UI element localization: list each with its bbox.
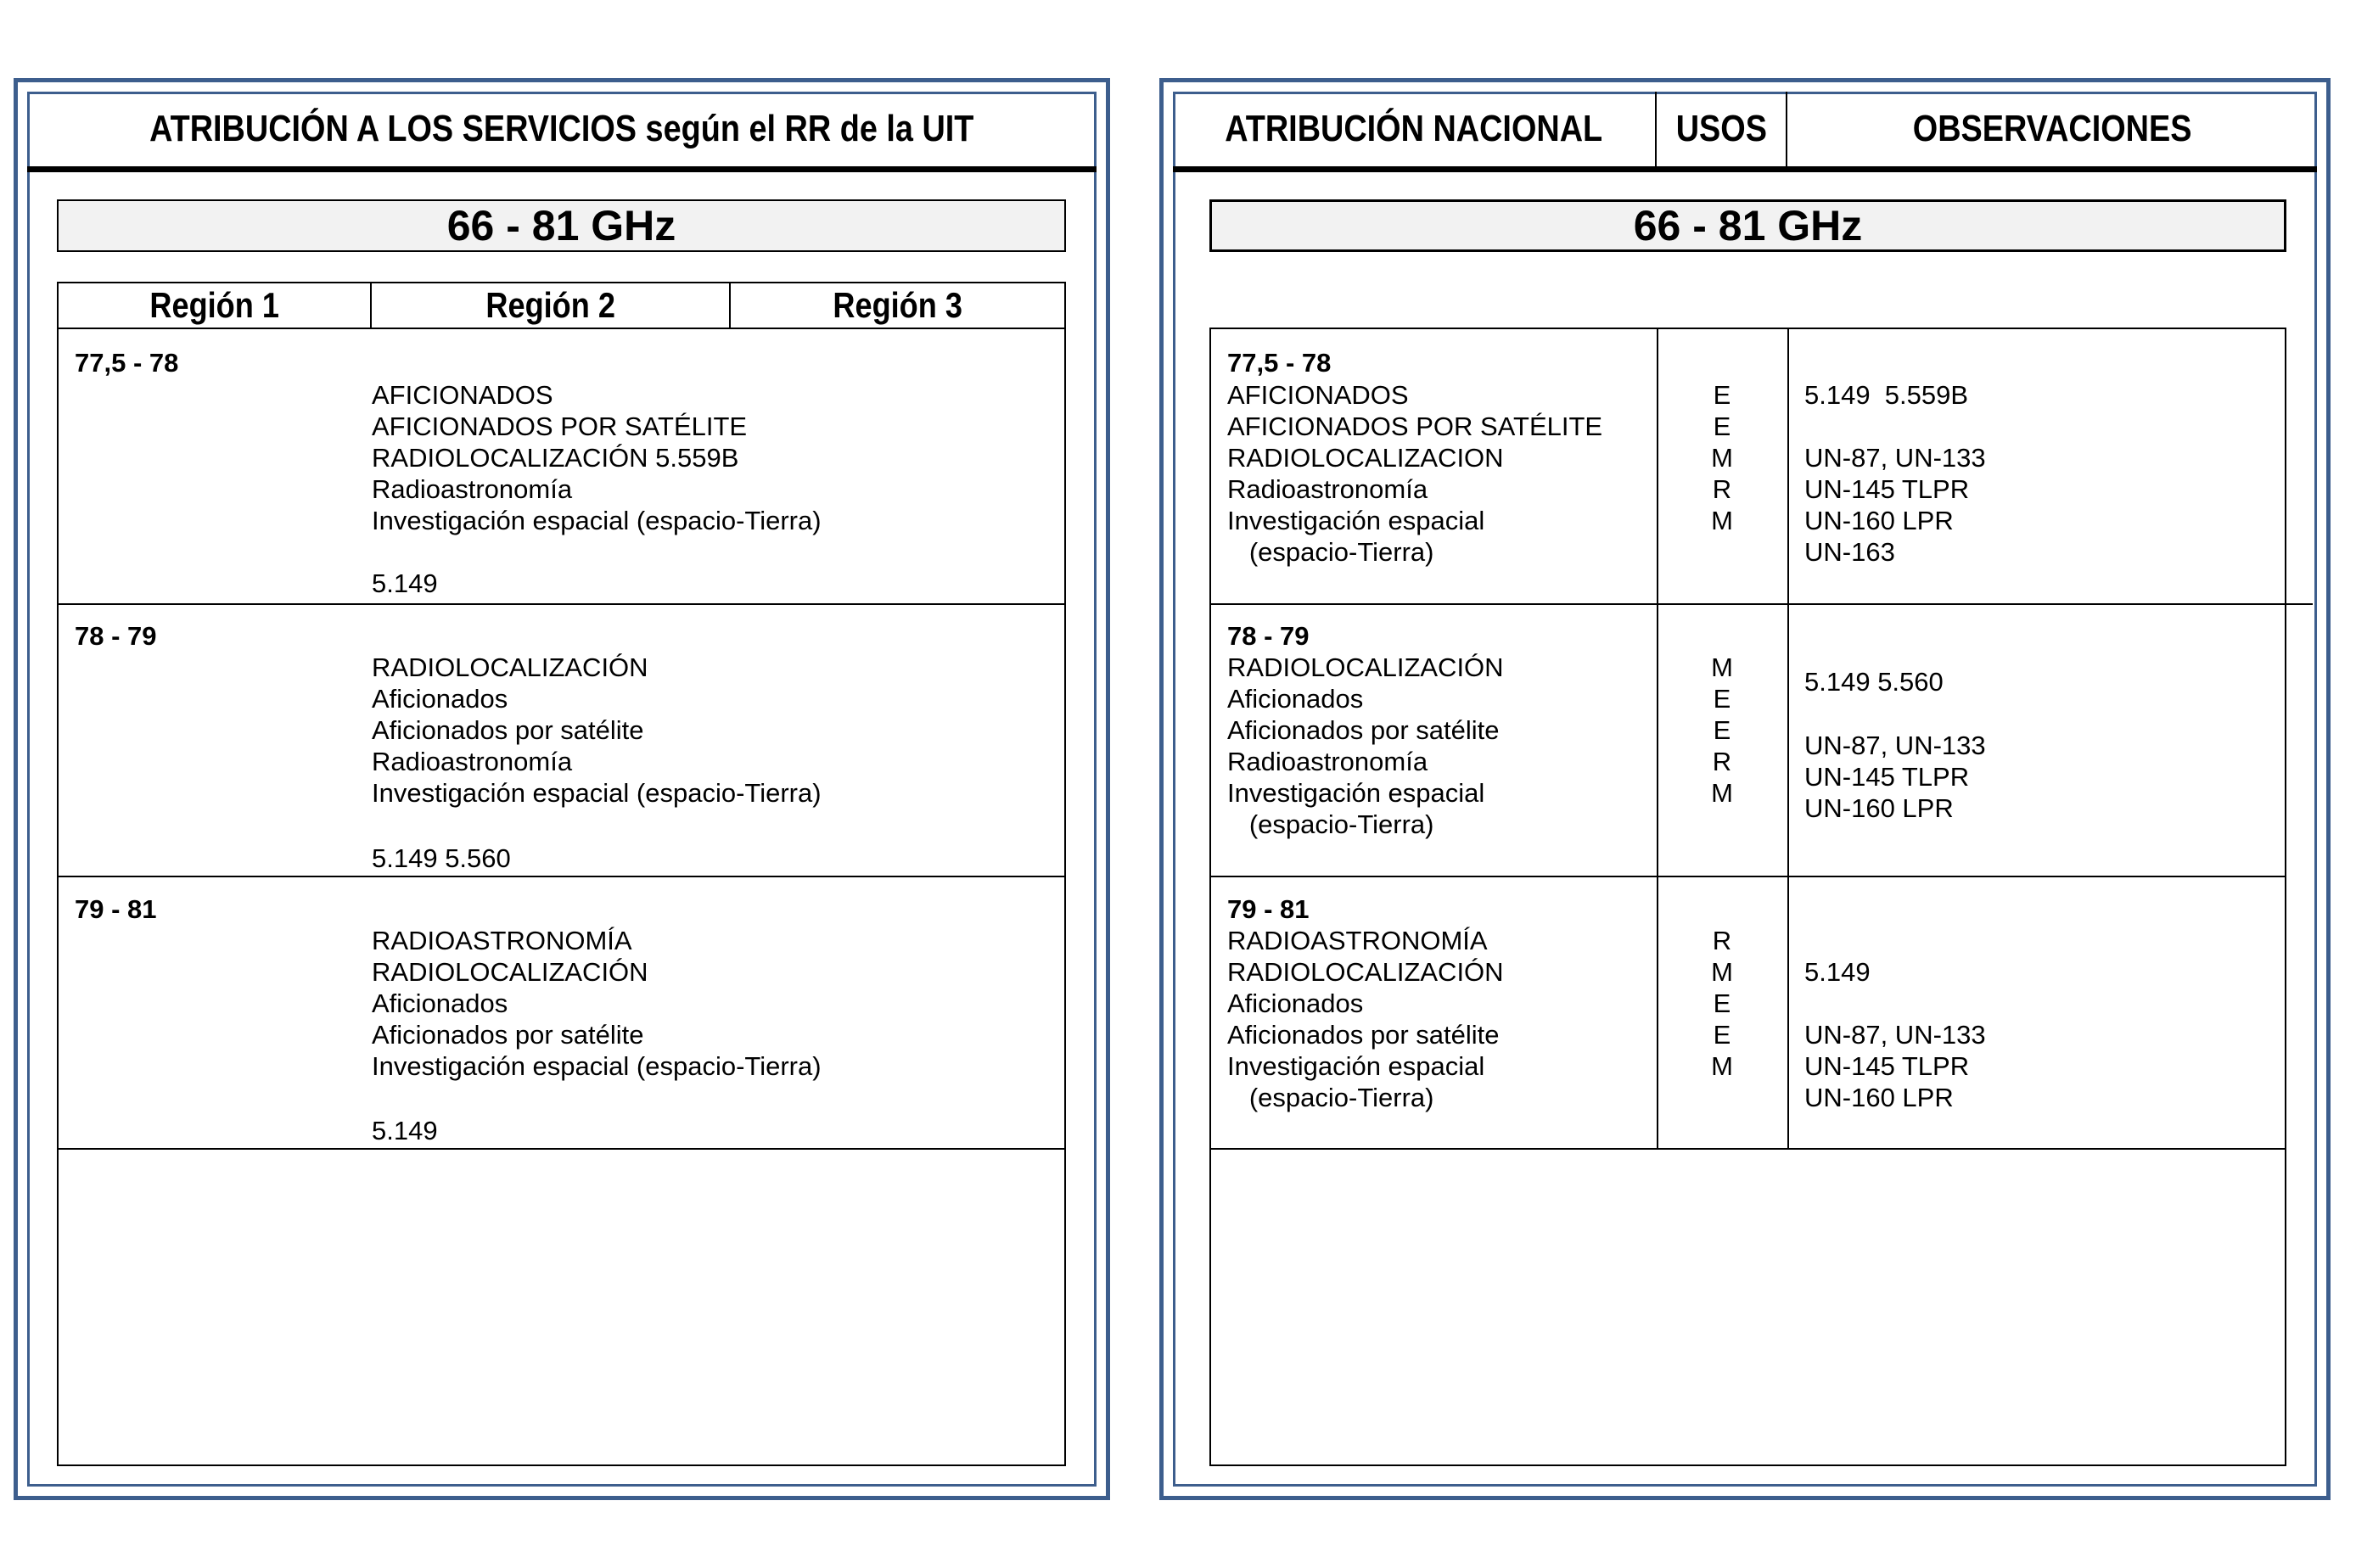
left-row-3-footnote: 5.149 <box>372 1116 438 1145</box>
observations-header <box>1787 92 2317 166</box>
right-row-1-range: 77,5 - 78 <box>1227 348 1332 378</box>
right-row-3-service-2: RADIOLOCALIZACIÓN <box>1227 957 1504 987</box>
right-row-2-range: 78 - 79 <box>1227 621 1310 651</box>
right-row-2-use-1: M <box>1711 652 1733 682</box>
right-row-1-obs-3: UN-160 LPR <box>1804 506 1954 535</box>
right-row-3-obs-footnotes: 5.149 <box>1804 957 1871 987</box>
right-row-2-service-4: Radioastronomía <box>1227 747 1428 776</box>
national-allocation-header <box>1173 92 1657 166</box>
region-1-header <box>59 283 372 328</box>
right-row-3-service-1: RADIOASTRONOMÍA <box>1227 926 1488 955</box>
right-row-1-use-4: R <box>1712 474 1732 504</box>
left-row-3 <box>59 876 1064 1150</box>
region-2-label: Región 2 <box>485 285 615 325</box>
uses-label: USOS <box>1675 108 1767 149</box>
right-row-3-service-4: Aficionados por satélite <box>1227 1020 1500 1050</box>
right-row-2-use-2: E <box>1713 684 1731 714</box>
right-row-2-use-5: M <box>1711 778 1733 808</box>
region-header-row <box>57 282 1066 329</box>
right-row-2-service-1: RADIOLOCALIZACIÓN <box>1227 652 1504 682</box>
left-row-2-service-2: Aficionados <box>372 684 508 714</box>
right-row-2-obs-footnotes: 5.149 5.560 <box>1804 667 1944 697</box>
right-row-1-service-4: Radioastronomía <box>1227 474 1428 504</box>
right-row-2-use-3: E <box>1713 715 1731 745</box>
right-band-label: 66 - 81 GHz <box>1633 202 1863 249</box>
region-1-label: Región 1 <box>149 285 279 325</box>
region-3-header <box>731 283 1064 328</box>
right-row-3-obs-3: UN-160 LPR <box>1804 1083 1954 1112</box>
region-2-header <box>372 283 732 328</box>
left-row-1-service-5: Investigación espacial (espacio-Tierra) <box>372 506 822 535</box>
left-row-3-range: 79 - 81 <box>75 894 157 924</box>
right-row-2-obs-2: UN-145 TLPR <box>1804 762 1970 792</box>
right-row-1-use-1: E <box>1713 380 1731 410</box>
right-row-3-use-5: M <box>1711 1051 1733 1081</box>
left-row-1-service-2: AFICIONADOS POR SATÉLITE <box>372 412 748 441</box>
left-row-3-service-5: Investigación espacial (espacio-Tierra) <box>372 1051 822 1081</box>
observations-label: OBSERVACIONES <box>1912 108 2192 149</box>
right-row-1-service-5: Investigación espacial <box>1227 506 1485 535</box>
right-row-1-obs-1: UN-87, UN-133 <box>1804 443 1986 473</box>
right-row-3-range: 79 - 81 <box>1227 894 1310 924</box>
left-row-2-service-4: Radioastronomía <box>372 747 573 776</box>
right-row-3-use-2: M <box>1711 957 1733 987</box>
left-row-2-range: 78 - 79 <box>75 621 157 651</box>
right-row-1-use-2: E <box>1713 412 1731 441</box>
left-band-label: 66 - 81 GHz <box>446 202 676 249</box>
right-row-1-obs-2: UN-145 TLPR <box>1804 474 1970 504</box>
left-row-2-service-1: RADIOLOCALIZACIÓN <box>372 652 648 682</box>
left-row-1-service-1: AFICIONADOS <box>372 380 553 410</box>
left-row-1-service-4: Radioastronomía <box>372 474 573 504</box>
right-row-2-service-6: (espacio-Tierra) <box>1227 809 1434 839</box>
right-row-3-service-5: Investigación espacial <box>1227 1051 1485 1081</box>
left-header-title: ATRIBUCIÓN A LOS SERVICIOS según el RR de la UIT <box>149 108 974 149</box>
right-row-3-service-6: (espacio-Tierra) <box>1227 1083 1434 1112</box>
right-row-1-service-6: (espacio-Tierra) <box>1227 537 1434 567</box>
right-row-2-service-3: Aficionados por satélite <box>1227 715 1500 745</box>
left-row-3-service-1: RADIOASTRONOMÍA <box>372 926 632 955</box>
left-row-3-service-4: Aficionados por satélite <box>372 1020 644 1050</box>
right-row-3-obs-1: UN-87, UN-133 <box>1804 1020 1986 1050</box>
right-header <box>1173 92 2317 172</box>
right-row-3-service-3: Aficionados <box>1227 988 1364 1018</box>
left-row-1-range: 77,5 - 78 <box>75 348 179 378</box>
right-row-2-obs-3: UN-160 LPR <box>1804 793 1954 823</box>
right-row-2-service-2: Aficionados <box>1227 684 1364 714</box>
right-row-1-service-2: AFICIONADOS POR SATÉLITE <box>1227 412 1603 441</box>
left-row-1-service-3: RADIOLOCALIZACIÓN 5.559B <box>372 443 739 473</box>
right-row-3-use-4: E <box>1713 1020 1731 1050</box>
left-row-3-service-3: Aficionados <box>372 988 508 1018</box>
left-header <box>27 92 1097 172</box>
right-row-1-service-3: RADIOLOCALIZACION <box>1227 443 1504 473</box>
right-row-3-use-3: E <box>1713 988 1731 1018</box>
national-allocation-label: ATRIBUCIÓN NACIONAL <box>1225 108 1603 149</box>
right-row-1-service-1: AFICIONADOS <box>1227 380 1409 410</box>
right-row-1-obs-4: UN-163 <box>1804 537 1895 567</box>
left-row-2-footnote: 5.149 5.560 <box>372 843 511 873</box>
right-row-1-use-5: M <box>1711 506 1733 535</box>
left-row-2-service-3: Aficionados por satélite <box>372 715 644 745</box>
right-band-title <box>1209 199 2286 252</box>
region-3-label: Región 3 <box>833 285 962 325</box>
right-row-2-obs-1: UN-87, UN-133 <box>1804 731 1986 760</box>
right-row-3-use-1: R <box>1712 926 1732 955</box>
right-row-1-obs-footnotes: 5.149 5.559B <box>1804 380 1969 410</box>
right-row-1-use-3: M <box>1711 443 1733 473</box>
left-row-1-footnote: 5.149 <box>372 568 438 598</box>
observations-column-divider <box>1787 329 1789 1150</box>
right-row-3-obs-2: UN-145 TLPR <box>1804 1051 1970 1081</box>
uses-header <box>1657 92 1787 166</box>
right-row-2-service-5: Investigación espacial <box>1227 778 1485 808</box>
left-row-3-service-2: RADIOLOCALIZACIÓN <box>372 957 648 987</box>
right-row-2-use-4: R <box>1712 747 1732 776</box>
left-band-title <box>57 199 1066 252</box>
left-row-2-service-5: Investigación espacial (espacio-Tierra) <box>372 778 822 808</box>
